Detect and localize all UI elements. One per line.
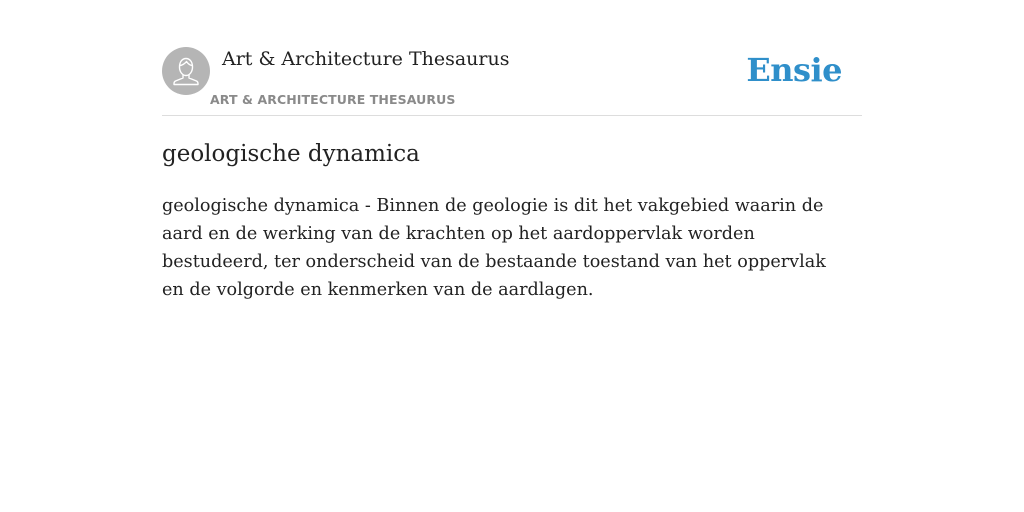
avatar[interactable] [162,47,210,95]
entry-title: geologische dynamica [162,141,420,167]
entry-definition: geologische dynamica - Binnen de geologie is dit het vakgebied waarin de aard en de werking van de krachten op het aardoppervlak worden bestudeerd, ter onderscheid van de bestaande toestand van het oppervlak en de volgorde en kenmerken van de aardlagen. [162,196,826,300]
page-header [162,46,862,116]
user-silhouette-icon [162,47,210,95]
author-name-link[interactable]: Art & Architecture Thesaurus [222,48,510,70]
source-label: ART & ARCHITECTURE THESAURUS [210,92,456,107]
ensie-logo[interactable]: Ensie [746,51,842,89]
